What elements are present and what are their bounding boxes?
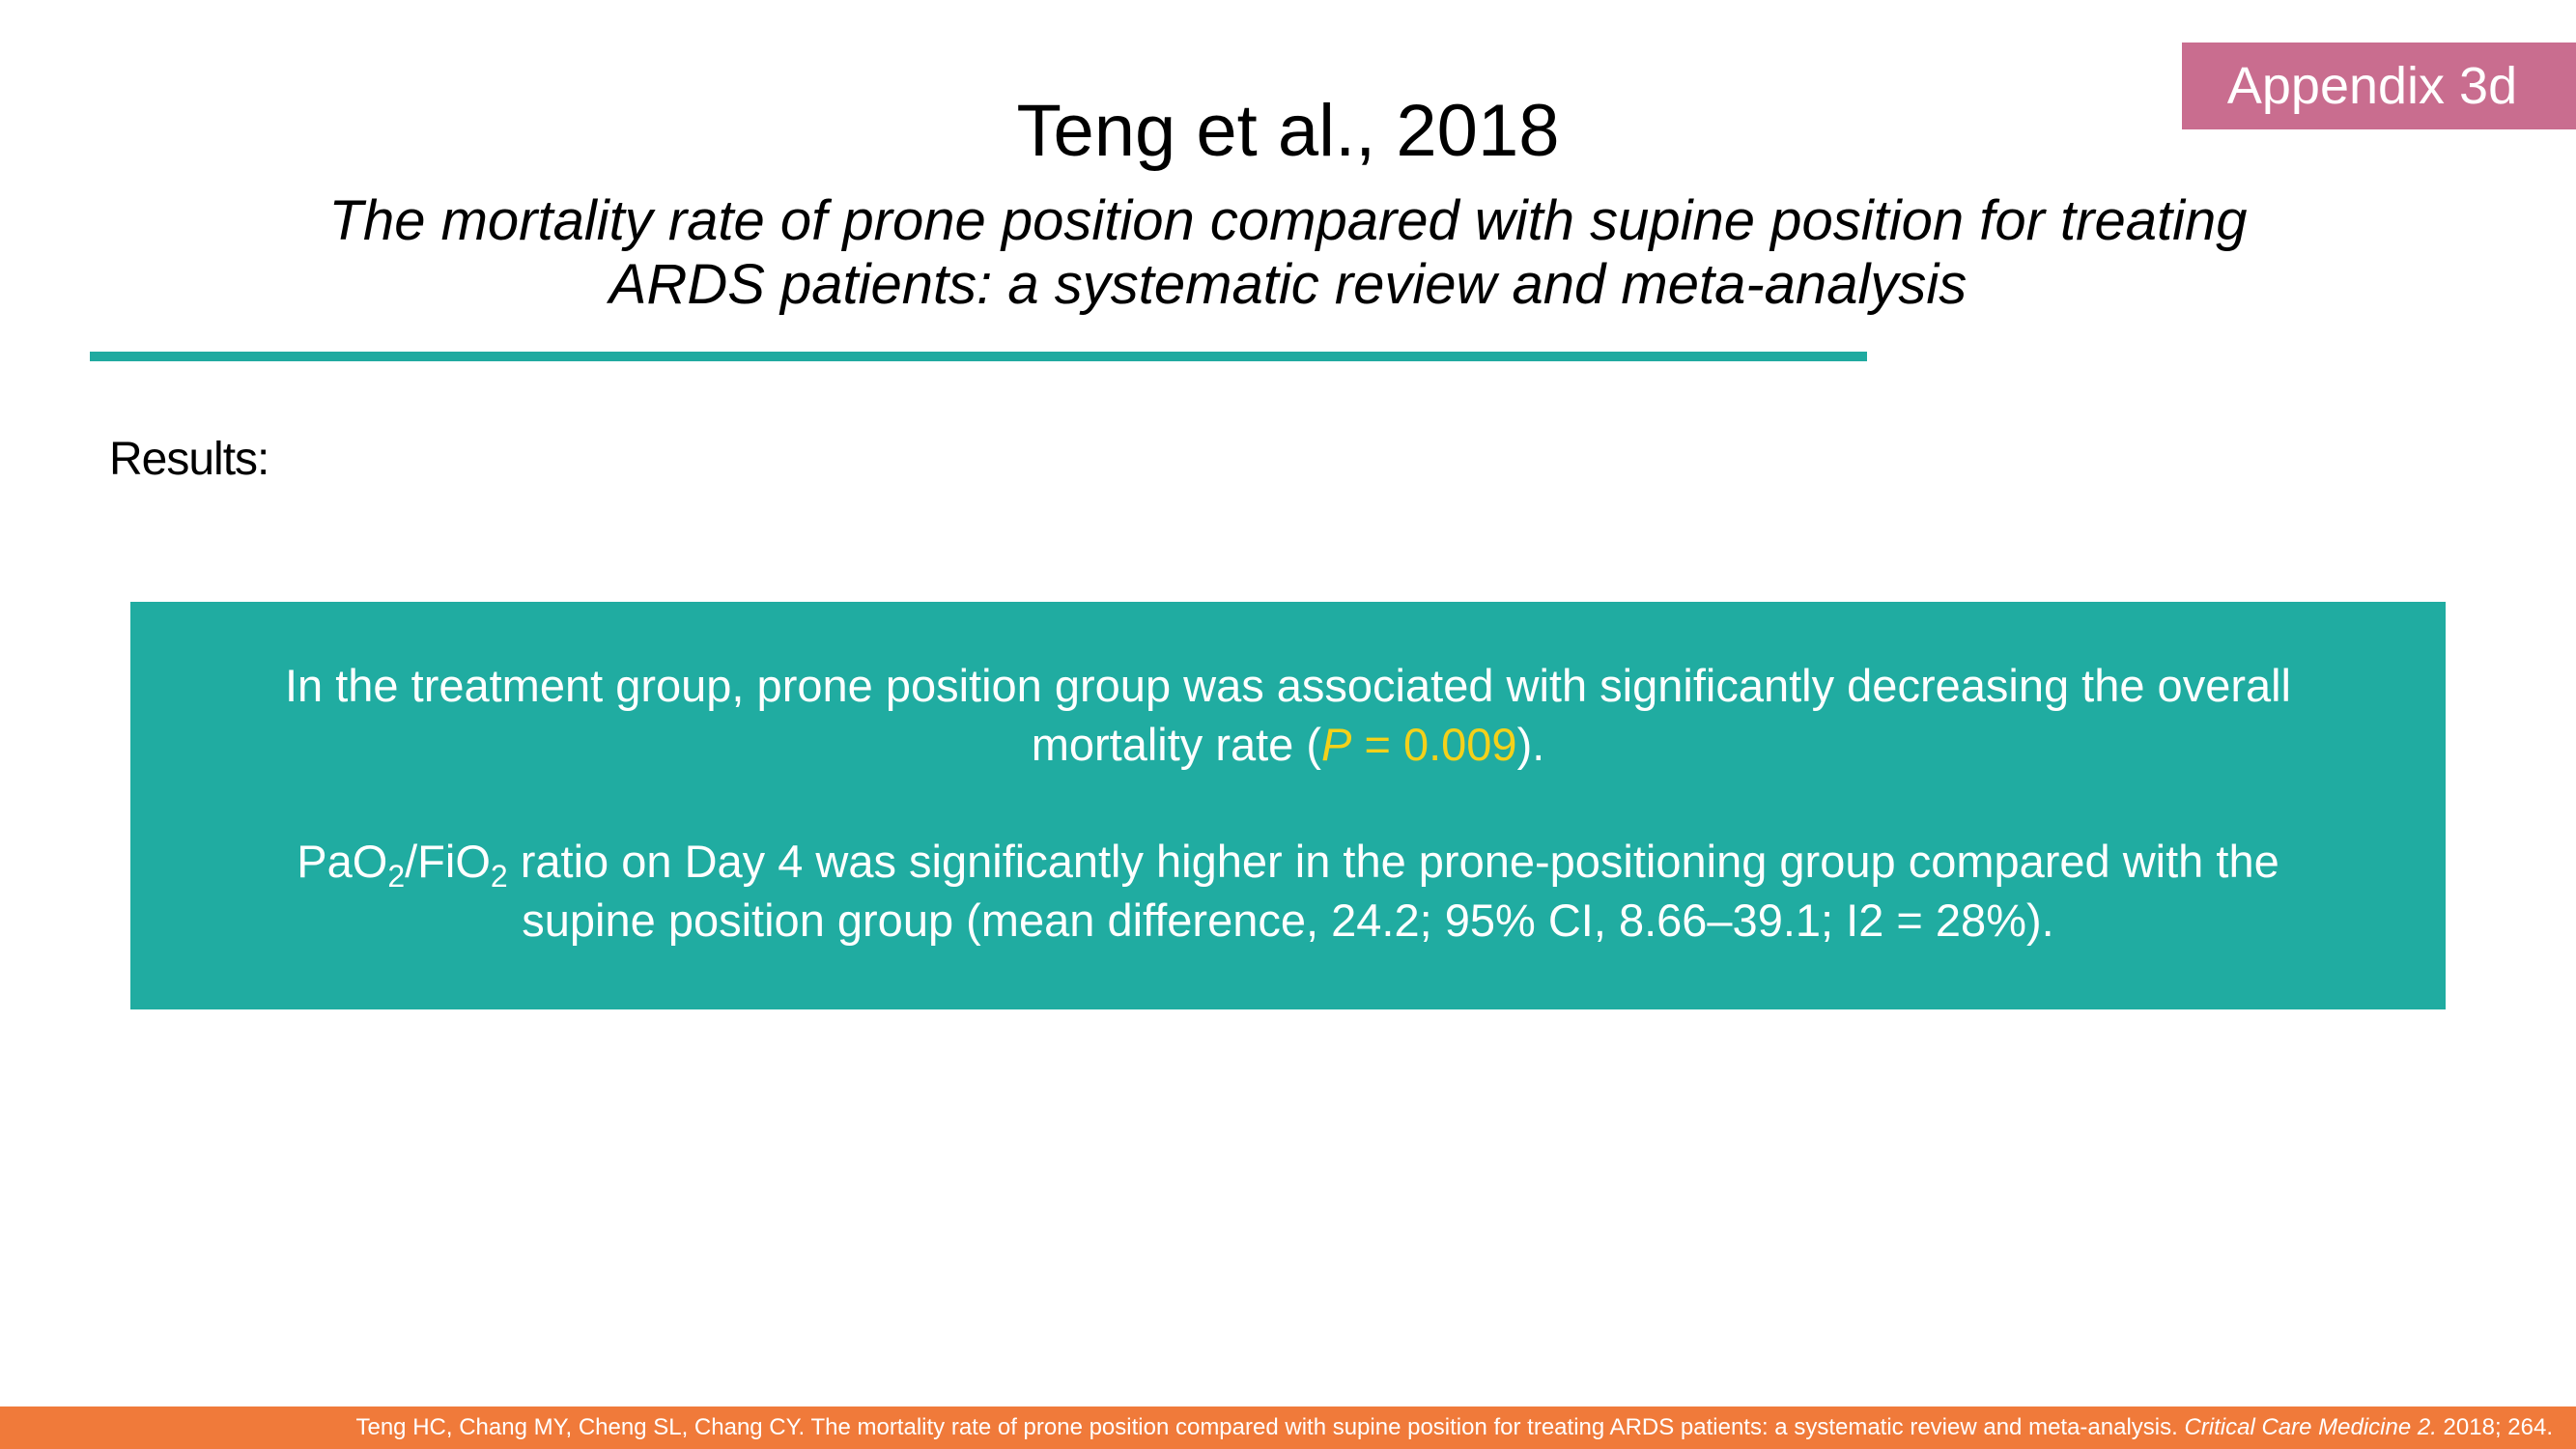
pao-subscript: 2	[387, 859, 406, 894]
slide-title: Teng et al., 2018	[1016, 90, 1560, 172]
pao-text: PaO	[297, 836, 388, 887]
finding-ratio-line-1	[130, 832, 2446, 894]
results-box	[130, 602, 2446, 1009]
finding-mortality-line-1: In the treatment group, prone position group was associated with significantly decreasing the overall	[284, 660, 2292, 711]
fio-text: /FiO	[405, 836, 491, 887]
finding-pao2-fio2	[130, 832, 2446, 950]
p-symbol: P	[1321, 719, 1352, 770]
citation-journal: Critical Care Medicine 2.	[2184, 1414, 2437, 1440]
subtitle-line-2: ARDS patients: a systematic review and meta-analysis	[609, 253, 1967, 316]
fio-subscript: 2	[490, 859, 508, 894]
finding-ratio-line-2: supine position group (mean difference, 24.2; 95% CI, 8.66–39.1; I2 = 28%).	[522, 895, 2054, 946]
mortality-suffix: ).	[1516, 719, 1545, 770]
appendix-badge: Appendix 3d	[2182, 43, 2576, 129]
slide-subtitle	[193, 189, 2383, 317]
p-value: = 0.009	[1351, 719, 1517, 770]
finding-mortality-line-2	[130, 715, 2446, 774]
subtitle-line-1: The mortality rate of prone position compared with supine position for treating	[328, 189, 2248, 252]
title-divider	[90, 352, 1867, 361]
citation-text: Teng HC, Chang MY, Cheng SL, Chang CY. The mortality rate of prone position compared with supine position for treating ARDS patients: a systematic review and meta-analysis.	[355, 1414, 2185, 1440]
citation-footer	[0, 1406, 2576, 1449]
finding-mortality	[130, 656, 2446, 774]
p-value-highlight	[1321, 719, 1517, 770]
results-heading: Results:	[109, 434, 269, 485]
mortality-prefix: mortality rate (	[1031, 719, 1322, 770]
citation-tail: 2018; 264.	[2436, 1414, 2553, 1440]
ratio-text: ratio on Day 4 was significantly higher in the prone-positioning group compared with the	[507, 836, 2279, 887]
